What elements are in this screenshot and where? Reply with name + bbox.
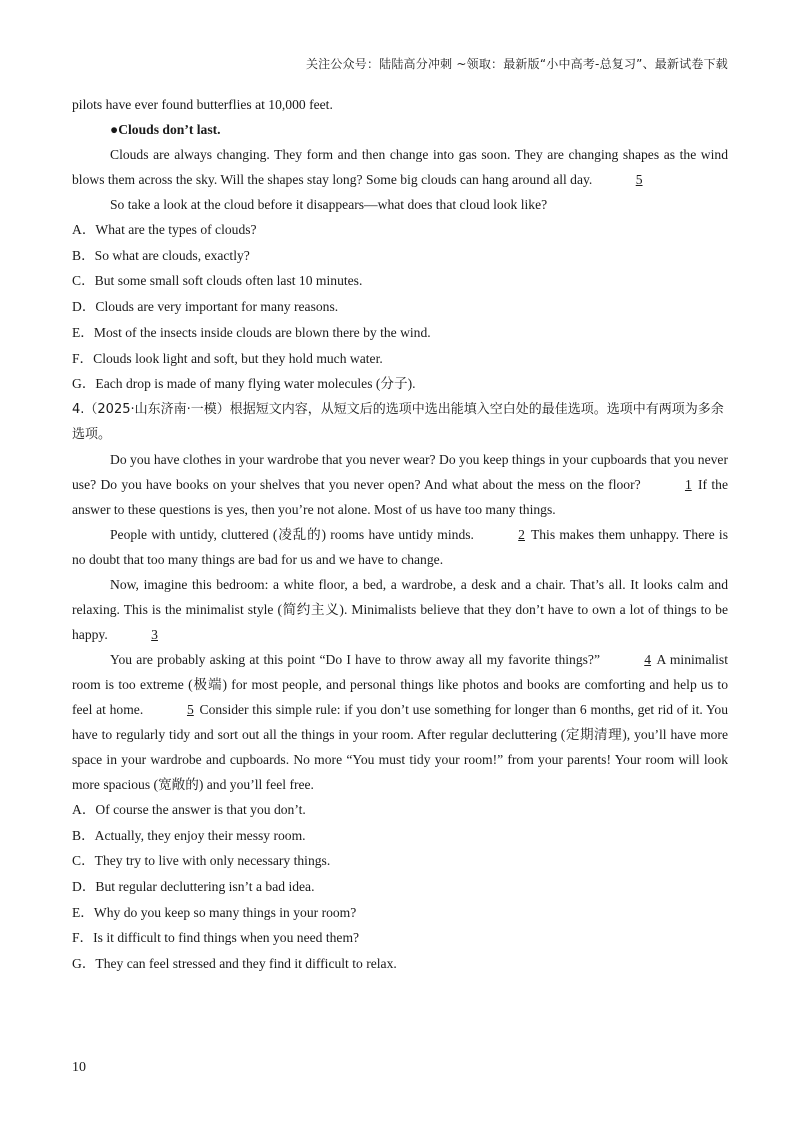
paragraph-text: People with untidy, cluttered (凌乱的) rooms have untidy minds. — [110, 526, 474, 542]
page-header: 关注公众号：陆陆高分冲刺 ~领取：最新版“小中高考-总复习”、最新试卷下载 — [305, 57, 728, 71]
paragraph-text: Consider this simple rule: if you don’t use something for longer than 6 months, get rid of it. You have to regularly tidy and sort out all the things in your room. After regular decluttering (定期清理), you’ll have more space in your wardrobe and cupboards. No more “You must tidy your room!” from your parents! Your room will look more spacious (宽敞的) and you’ll feel free. — [72, 701, 729, 792]
paragraph-text: Do you have clothes in your wardrobe that you never wear? Do you keep things in your cupboards that you never use? Do you have books on your shelves that you never open? And what about the mess on the floor? — [72, 451, 728, 492]
option-b: B．So what are clouds, exactly? — [72, 247, 250, 263]
paragraph-text: You are probably asking at this point “Do I have to throw away all my favorite things?” — [110, 651, 600, 667]
blank-1: 1 — [684, 476, 692, 492]
blank-2: 2 — [518, 526, 525, 542]
option-d: D．But regular decluttering isn’t a bad idea. — [72, 879, 315, 895]
option-a: A．Of course the answer is that you don’t. — [72, 801, 306, 817]
document-body — [72, 92, 728, 977]
page-number: 10 — [72, 1060, 86, 1075]
option-d: D．Clouds are very important for many reasons. — [72, 299, 339, 315]
q4-paragraph-2 — [72, 522, 728, 572]
continued-line: pilots have ever found butterflies at 10,000 feet. — [72, 97, 333, 112]
q4-paragraph-3 — [72, 572, 728, 647]
paragraph-text: Clouds are always changing. They form and then change into gas soon. They are changing shapes as the wind blows them across the sky. Will the shapes stay long? Some big clouds can hang around all day. — [72, 147, 728, 187]
option-c: C．They try to live with only necessary things. — [72, 853, 331, 869]
subheading: ●Clouds don’t last. — [110, 122, 221, 137]
paragraph-text: If the answer to these questions is yes, then you’re not alone. Most of us have too many things. — [72, 476, 728, 517]
blank-3: 3 — [151, 626, 158, 642]
option-c: C．But some small soft clouds often last 10 minutes. — [72, 273, 363, 289]
paragraph-clouds — [72, 142, 728, 192]
paragraph-text: A minimalist room is too extreme (极端) for most people, and personal things like photos and books are comforting and help us to feel at home. — [72, 651, 729, 717]
option-g: G．They can feel stressed and they find it difficult to relax. — [72, 956, 397, 972]
paragraph-text: Now, imagine this bedroom: a white floor, a bed, a wardrobe, a desk and a chair. That’s all. It looks calm and relaxing. This is the minimalist style (简约主义). Minimalists believe that they don’t have to own a lot of things to be happy. — [72, 576, 728, 642]
blank-4: 4 — [644, 651, 652, 667]
option-f: F．Clouds look light and soft, but they hold much water. — [72, 350, 383, 366]
option-g: G．Each drop is made of many flying water molecules (分子). — [72, 376, 416, 392]
paragraph-closing: So take a look at the cloud before it disappears—what does that cloud look like? — [110, 197, 548, 212]
question-4-instruction: 4.（2025·山东济南·一模）根据短文内容，从短文后的选项中选出能填入空白处的最佳选项。选项中有两项为多余选项。 — [72, 401, 724, 442]
option-a: A．What are the types of clouds? — [72, 222, 257, 237]
q4-paragraph-4 — [72, 647, 728, 797]
blank-5: 5 — [186, 701, 194, 717]
q4-paragraph-1 — [72, 447, 728, 522]
option-f: F．Is it difficult to find things when you need them? — [72, 930, 360, 946]
blank-5: 5 — [635, 172, 643, 187]
option-e: E．Why do you keep so many things in your room? — [72, 904, 357, 920]
options-list-part3 — [72, 217, 728, 397]
option-e: E．Most of the insects inside clouds are blown there by the wind. — [72, 324, 431, 340]
paragraph-text: This makes them unhappy. There is no doubt that too many things are bad for us and we have to change. — [72, 526, 728, 567]
options-list-q4 — [72, 797, 728, 977]
option-b: B．Actually, they enjoy their messy room. — [72, 827, 306, 843]
